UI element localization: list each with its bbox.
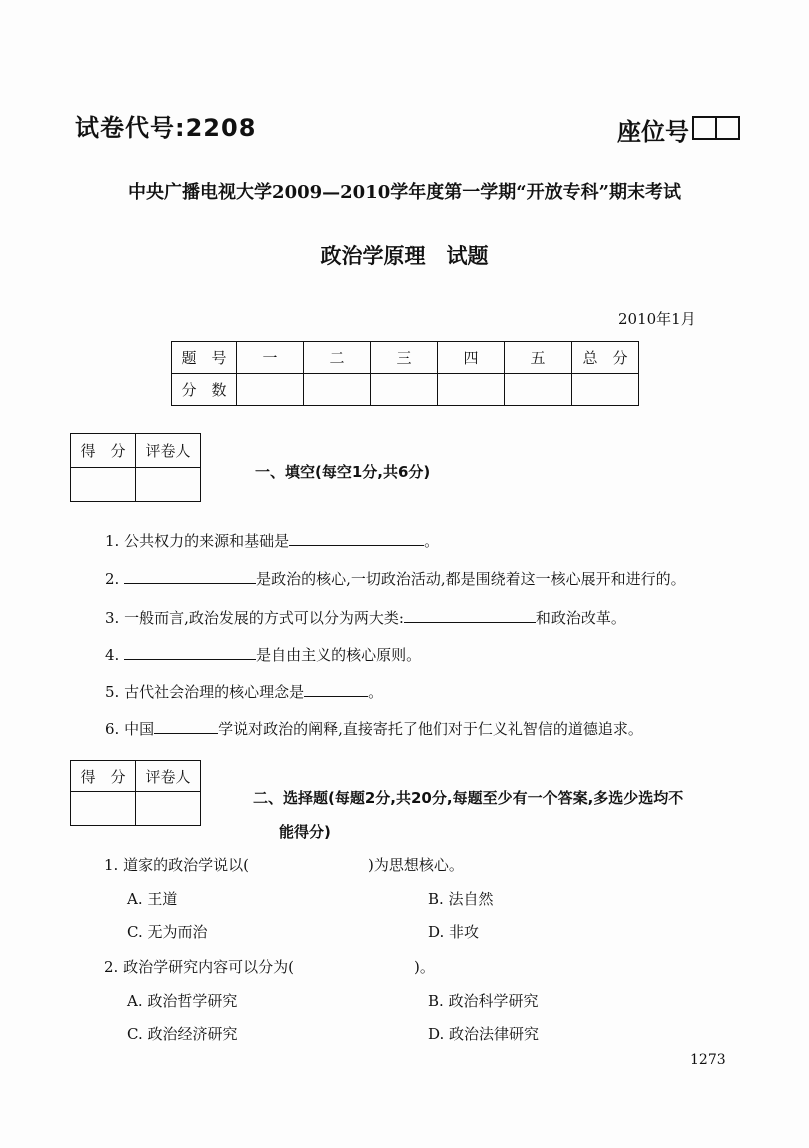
question-number: 5. (105, 683, 120, 701)
question-number: 3. (105, 609, 120, 627)
score-cell[interactable] (505, 374, 572, 406)
grader-score-label: 得 分 (71, 761, 136, 792)
choice-question-1-stem: 1. 道家的政治学说以( (104, 856, 249, 874)
choice-option[interactable]: B. 政治科学研究 (428, 992, 539, 1010)
score-cell[interactable] (572, 374, 639, 406)
fill-question-4 (105, 644, 421, 665)
exam-title: 政治学原理 试题 (320, 244, 489, 268)
fill-question-3 (105, 607, 626, 628)
grader-name-cell[interactable] (136, 468, 201, 502)
grader-box-section2 (70, 760, 201, 826)
choice-option[interactable]: B. 法自然 (428, 890, 494, 908)
answer-blank[interactable] (154, 719, 218, 734)
section1-title: 一、填空(每空1分,共6分) (255, 463, 431, 481)
score-table-header: 五 (505, 342, 572, 374)
score-table-header: 四 (438, 342, 505, 374)
fill-question-1 (105, 530, 439, 551)
choice-question-2-stem: 2. 政治学研究内容可以分为( (104, 958, 294, 976)
score-cell[interactable] (438, 374, 505, 406)
question-number: 6. (105, 720, 120, 738)
question-number: 2. (105, 570, 120, 588)
question-number: 4. (105, 646, 120, 664)
grader-name-label: 评卷人 (136, 761, 201, 792)
score-cell[interactable] (304, 374, 371, 406)
choice-option[interactable]: D. 非攻 (428, 923, 480, 941)
exam-date: 2010年1月 (618, 310, 696, 328)
question-text: 古代社会治理的核心理念是 (124, 683, 305, 701)
score-table-header: 一 (237, 342, 304, 374)
choice-option[interactable]: C. 政治经济研究 (127, 1025, 238, 1043)
score-table (171, 341, 639, 406)
score-table-header: 总 分 (572, 342, 639, 374)
seat-number-label: 座位号 (617, 118, 689, 146)
choice-option[interactable]: A. 政治哲学研究 (127, 992, 238, 1010)
score-table-header-row (172, 342, 639, 374)
grader-box-section1 (70, 433, 201, 502)
question-text: 。 (368, 683, 384, 701)
grader-score-label: 得 分 (71, 434, 136, 468)
question-text: 学说对政治的阐释,直接寄托了他们对于仁义礼智信的道德追求。 (218, 720, 643, 738)
seat-number-box (692, 116, 740, 140)
question-text: 公共权力的来源和基础是 (124, 532, 290, 550)
answer-blank[interactable] (304, 682, 368, 697)
score-table-header: 二 (304, 342, 371, 374)
question-text: 一般而言,政治发展的方式可以分为两大类: (124, 609, 404, 627)
question-text: 和政治改革。 (535, 609, 626, 627)
section2-title-line1: 二、选择题(每题2分,共20分,每题至少有一个答案,多选少选均不 (253, 789, 684, 807)
fill-question-6 (105, 718, 643, 739)
section2-title-line2: 能得分) (279, 823, 331, 841)
answer-blank[interactable] (289, 531, 424, 546)
score-table-header: 题 号 (172, 342, 237, 374)
score-cell[interactable] (371, 374, 438, 406)
choice-question-1-close: )为思想核心。 (368, 856, 464, 874)
answer-blank[interactable] (124, 645, 256, 660)
score-table-score-row (172, 374, 639, 406)
score-table-header: 三 (371, 342, 438, 374)
page-number: 1273 (690, 1052, 726, 1068)
grader-name-cell[interactable] (136, 792, 201, 826)
question-text: 是自由主义的核心原则。 (256, 646, 422, 664)
exam-code: 试卷代号:2208 (75, 114, 257, 142)
question-text: 中国 (124, 720, 155, 738)
choice-option[interactable]: D. 政治法律研究 (428, 1025, 540, 1043)
grader-score-cell[interactable] (71, 468, 136, 502)
grader-score-cell[interactable] (71, 792, 136, 826)
fill-question-2 (105, 568, 686, 589)
fill-question-5 (105, 681, 383, 702)
choice-question-2-close: )。 (414, 958, 435, 976)
question-text: 。 (424, 532, 440, 550)
score-row-label: 分 数 (172, 374, 237, 406)
exam-header: 中央广播电视大学2009—2010学年度第一学期“开放专科”期末考试 (128, 182, 681, 203)
score-cell[interactable] (237, 374, 304, 406)
answer-blank[interactable] (124, 569, 256, 584)
answer-blank[interactable] (404, 608, 536, 623)
choice-option[interactable]: A. 王道 (127, 890, 178, 908)
grader-name-label: 评卷人 (136, 434, 201, 468)
choice-option[interactable]: C. 无为而治 (127, 923, 208, 941)
question-number: 1. (105, 532, 120, 550)
question-text: 是政治的核心,一切政治活动,都是围绕着这一核心展开和进行的。 (256, 570, 686, 588)
